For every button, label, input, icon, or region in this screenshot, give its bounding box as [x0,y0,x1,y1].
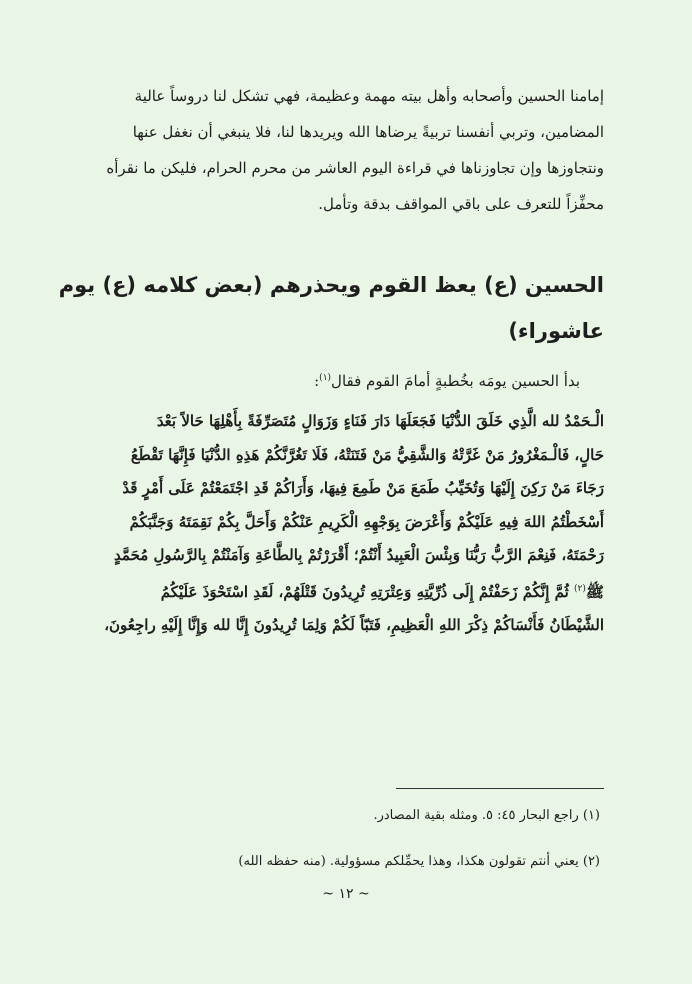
sermon-line: حَالٍ، فَالْـمَغْرُورُ مَنْ غَرَّتْهُ وَالشَّقِيُّ مَنْ فَتَنَتْهُ، فَلَا تَغُرَّنَّكُمْ هَذِهِ الدُّنْيَا فَإِنَّهَا تَقْطَعُ [130,445,604,464]
footnote-ref-2: (٢) [574,583,586,594]
sermon-line: أَسْخَطْتُمُ اللهَ فِيهِ عَلَيْكُمْ وَأَعْرَضَ بِوَجْهِهِ الْكَرِيمِ عَنْكُمْ وَأَحَلَّ بِكُمْ نَقِمَتَهُ وَجَنَّبَكُمْ [129,512,604,531]
sermon-line: رَجَاءَ مَنْ رَكِنَ إِلَيْهَا وَتُخَيِّبُ طَمَعَ مَنْ طَمِعَ فِيهَا، وَأَرَاكُمْ قَدِ اجْتَمَعْتُمْ عَلَى أَمْرٍ قَدْ [122,479,604,497]
intro-line: المضامين، وتربي أنفسنا تربيةً يرضاها الله ويريدها لنا، فلا ينبغي أن نغفل عنها [132,123,604,141]
intro-paragraph [84,78,604,222]
heading-line: عاشوراء) [508,319,604,343]
sermon-text [84,405,604,643]
sermon-line: رَحْمَتَهُ، فَنِعْمَ الرَّبُّ رَبُّنَا وَبِئْسَ الْعَبِيدُ أَنْتُمْ؛ أَقْرَرْتُمْ بِالطَّاعَةِ وَآمَنْتُمْ بِالرَّسُولِ مُحَمَّدٍ [114,546,604,564]
intro-line: إمامنا الحسين وأصحابه وأهل بيته مهمة وعظيمة، فهي تشكل لنا دروساً عالية [134,87,604,105]
intro-line: محفِّزاً للتعرف على باقي المواقف بدقة وتأمل. [318,195,604,213]
footnote-divider [396,788,604,789]
intro-line: ونتجاوزها وإن تجاوزناها في قراءة اليوم العاشر من محرم الحرام، فليكن ما نقرأه [106,159,604,177]
sermon-line: الشَّيْطَانُ فَأَنْسَاكُمْ ذِكْرَ اللهِ الْعَظِيمِ، فَتَبّاً لَكُمْ وَلِمَا تُرِيدُونَ إِنَّا لله وَإِنَّا إِلَيْهِ راجِعُونَ، [104,616,604,634]
sermon-line: الْـحَمْدُ لله الَّذِي خَلَقَ الدُّنْيَا فَجَعَلَهَا دَارَ فَنَاءٍ وَزَوَالٍ مُتَصَرِّفَةً بِأَهْلِهَا حَالاً بَعْدَ [156,412,604,430]
section-heading [58,262,604,354]
footnote-ref-1: (١) [319,373,332,383]
lead-text: بدأ الحسين يومَه بخُطبةٍ أمامَ القوم فقال [331,372,580,390]
lead-sentence [84,366,580,393]
page-number: ~ ١٢ ~ [322,886,370,902]
pbuh-honorific: ﷺ [585,582,604,601]
lead-colon: : [314,372,320,390]
sermon-line [84,573,604,610]
sermon-line-text: ثُمَّ إِنَّكُمْ زَحَفْتُمْ إِلَى ذُرِّيَّتِهِ وَعِتْرَتِهِ تُرِيدُونَ قَتْلَهُمْ، لَقَدِ اسْتَحْوَذَ عَلَيْكُمُ [160,582,569,601]
footnote-2: (٢) يعني أنتم تقولون هكذا، وهذا يحمِّلكم مسؤولية. (منه حفظه الله) [238,854,600,869]
footnote-1: (١) راجع البحار ٤٥: ٥. ومثله بقية المصادر. [373,808,600,823]
heading-line: الحسين (ع) يعظ القوم ويحذرهم (بعض كلامه (ع) يوم [58,273,604,297]
